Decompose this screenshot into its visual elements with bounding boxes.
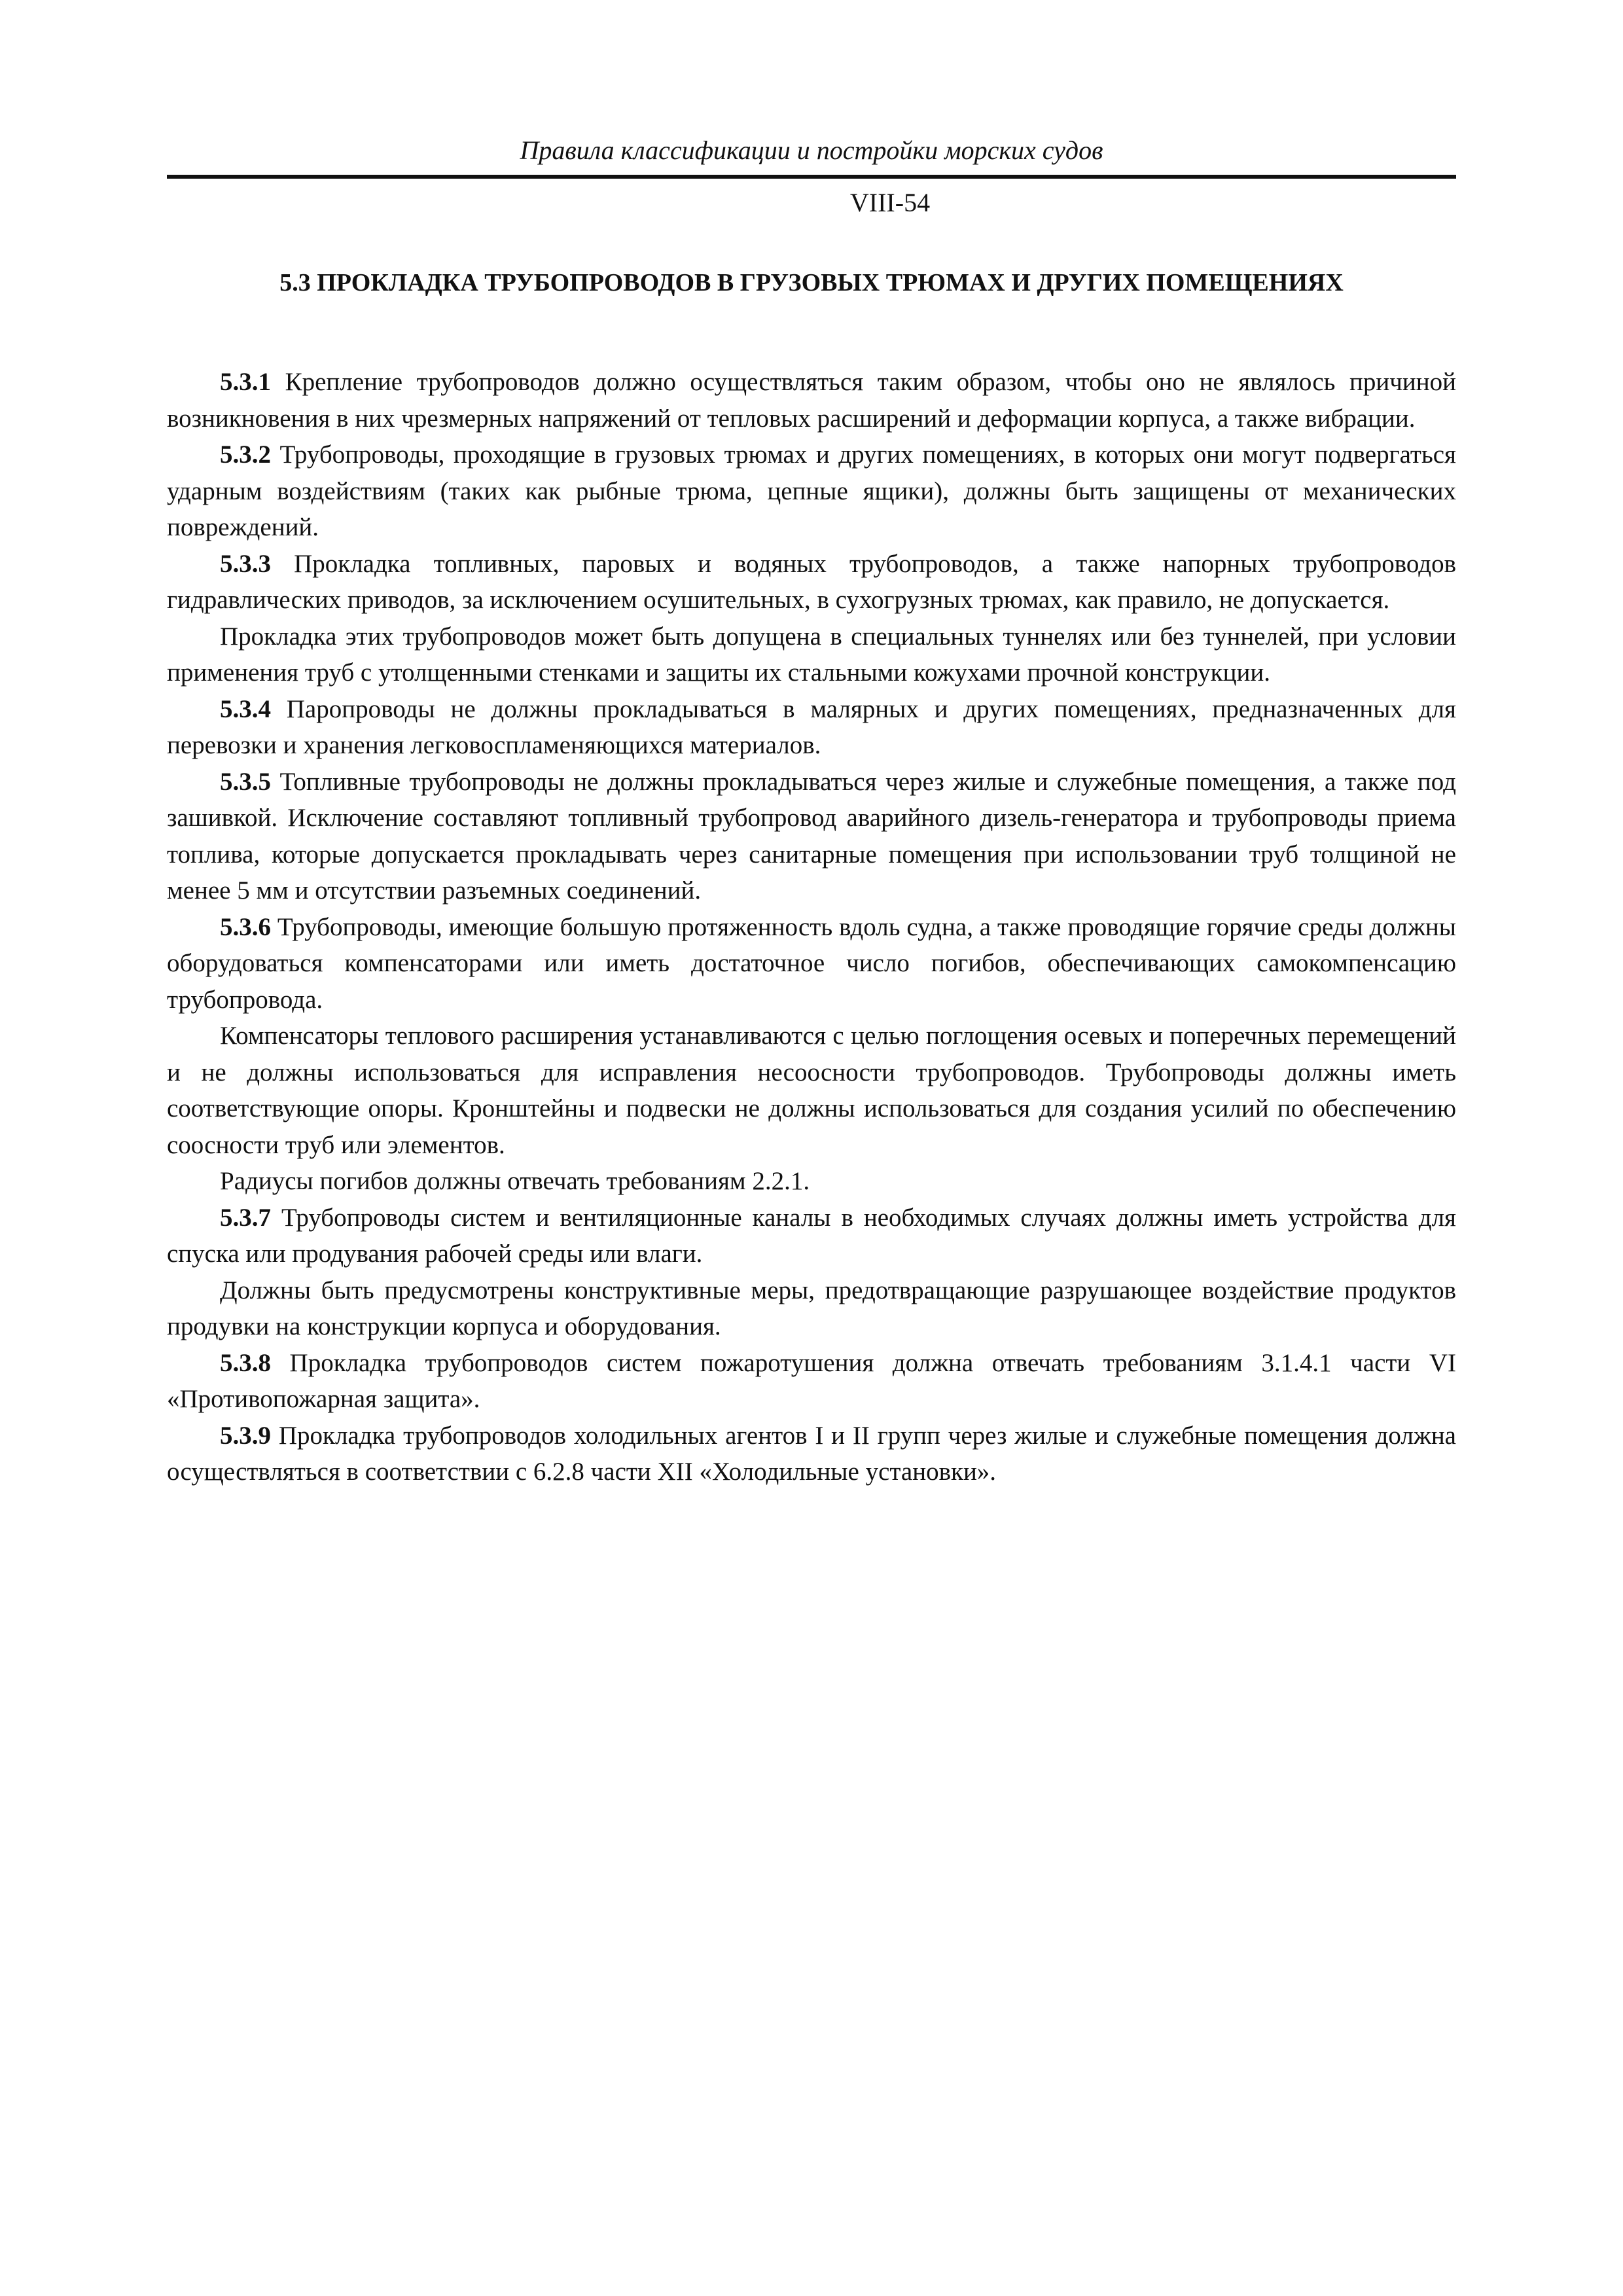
paragraph-text: Трубопроводы систем и вентиляционные каналы в необходимых случаях должны иметь устройства для спуска или продувания рабочей среды или влаги. [167, 1203, 1456, 1268]
paragraph-5-3-6-radii [167, 1163, 1456, 1200]
header-rule [167, 175, 1456, 179]
paragraph-number: 5.3.5 [220, 767, 271, 796]
paragraph-5-3-4 [167, 691, 1456, 764]
paragraph-5-3-5 [167, 764, 1456, 909]
paragraph-5-3-7 [167, 1200, 1456, 1272]
paragraph-5-3-3-continued [167, 619, 1456, 691]
paragraph-text: Топливные трубопроводы не должны прокладываться через жилые и служебные помещения, а также под зашивкой. Исключение составляют топливный трубопровод аварийного дизель-генератора и трубопроводы приема топлива, которые допускается прокладывать через санитарные помещения при использовании труб толщиной не менее 5 мм и отсутствии разъемных соединений. [167, 767, 1456, 905]
paragraph-number: 5.3.7 [220, 1203, 271, 1232]
paragraph-5-3-6-compensators [167, 1018, 1456, 1163]
paragraph-text: Крепление трубопроводов должно осуществляться таким образом, чтобы оно не являлось причиной возникновения в них чрезмерных напряжений от тепловых расширений и деформации корпуса, а также вибрации. [167, 368, 1456, 433]
running-header: Правила классификации и постройки морских судов [520, 135, 1103, 165]
paragraph-5-3-8 [167, 1345, 1456, 1418]
paragraph-text: Паропроводы не должны прокладываться в малярных и других помещениях, предназначенных для перевозки и хранения легковоспламеняющихся материалов. [167, 694, 1456, 759]
paragraph-text: Компенсаторы теплового расширения устанавливаются с целью поглощения осевых и поперечных перемещений и не должны использоваться для исправления несоосности трубопроводов. Трубопроводы должны иметь соответствующие опоры. Кронштейны и подвески не должны использоваться для создания усилий по обеспечению соосности труб или элементов. [167, 1022, 1456, 1159]
document-body [167, 364, 1456, 1490]
paragraph-number: 5.3.8 [220, 1348, 271, 1377]
paragraph-text: Прокладка трубопроводов систем пожаротушения должна отвечать требованиям 3.1.4.1 части VI «Противопожарная защита». [167, 1348, 1456, 1413]
paragraph-5-3-3 [167, 546, 1456, 619]
page-number: VIII-54 [849, 188, 931, 217]
paragraph-number: 5.3.9 [220, 1421, 271, 1450]
paragraph-5-3-7-continued [167, 1272, 1456, 1345]
paragraph-number: 5.3.6 [220, 912, 271, 941]
paragraph-text: Прокладка трубопроводов холодильных агентов I и II групп через жилые и служебные помещения должна осуществляться в соответствии с 6.2.8 части XII «Холодильные установки». [167, 1421, 1456, 1486]
paragraph-5-3-2 [167, 437, 1456, 546]
paragraph-number: 5.3.4 [220, 694, 271, 723]
paragraph-text: Трубопроводы, проходящие в грузовых трюмах и других помещениях, в которых они могут подвергаться ударным воздействиям (таких как рыбные трюма, цепные ящики), должны быть защищены от механических повреждений. [167, 440, 1456, 541]
paragraph-text: Прокладка топливных, паровых и водяных трубопроводов, а также напорных трубопроводов гидравлических приводов, за исключением осушительных, в сухогрузных трюмах, как правило, не допускается. [167, 549, 1456, 614]
section-title: 5.3 ПРОКЛАДКА ТРУБОПРОВОДОВ В ГРУЗОВЫХ ТРЮМАХ И ДРУГИХ ПОМЕЩЕНИЯХ [279, 269, 1344, 296]
paragraph-text: Прокладка этих трубопроводов может быть допущена в специальных туннелях или без туннелей, при условии применения труб с утолщенными стенками и защиты их стальными кожухами прочной конструкции. [167, 622, 1456, 687]
paragraph-5-3-6 [167, 909, 1456, 1018]
paragraph-5-3-9 [167, 1418, 1456, 1490]
paragraph-5-3-1 [167, 364, 1456, 437]
paragraph-text: Трубопроводы, имеющие большую протяженность вдоль судна, а также проводящие горячие среды должны оборудоваться компенсаторами или иметь достаточное число погибов, обеспечивающих самокомпенсацию трубопровода. [167, 912, 1456, 1014]
paragraph-text: Радиусы погибов должны отвечать требованиям 2.2.1. [220, 1167, 810, 1195]
paragraph-number: 5.3.3 [220, 549, 271, 578]
paragraph-text: Должны быть предусмотрены конструктивные меры, предотвращающие разрушающее воздействие продуктов продувки на конструкции корпуса и оборудования. [167, 1276, 1456, 1340]
paragraph-number: 5.3.2 [220, 440, 271, 469]
paragraph-number: 5.3.1 [220, 368, 271, 396]
